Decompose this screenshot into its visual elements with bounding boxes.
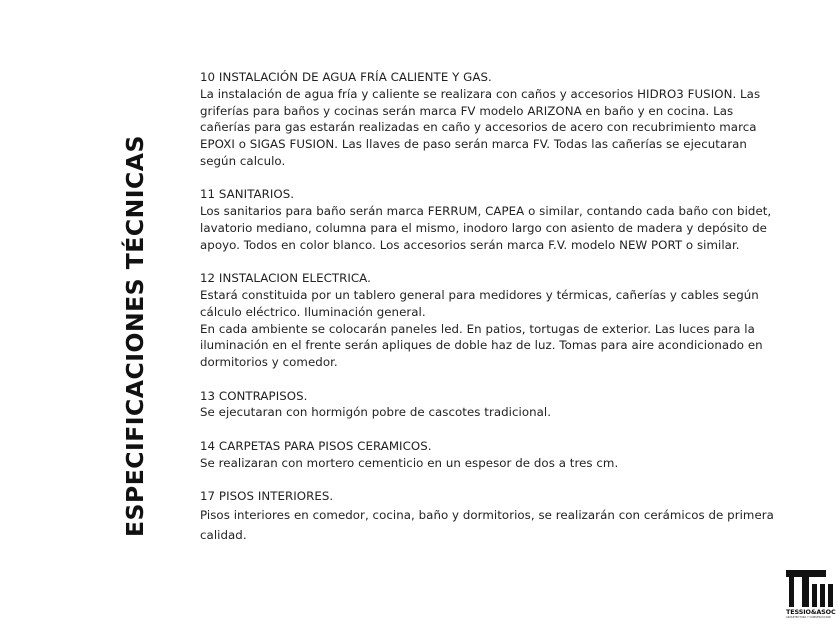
section-agua-gas [200,69,780,170]
section-paragraph: En cada ambiente se colocarán paneles led. En patios, tortugas de exterior. Las luces para la iluminación en el frente serán apliques de doble haz de luz. Tomas para aire acondicionado en dormitorios y comedor. [200,321,763,370]
company-logo [786,570,840,630]
section-paragraph: Pisos interiores en comedor, cocina, baño y dormitorios, se realizarán con cerámicos de primera calidad. [200,507,774,542]
section-paragraph: La instalación de agua fría y caliente se realizara con caños y accesorios HIDRO3 FUSION. Las griferías para baños y cocinas serán marca FV modelo ARIZONA en baño y en cocina. Las cañerías para gas estarán realizadas en caño y accesorios de acero con recubrimiento marca EPOXI o SIGAS FUSION. Las llaves de paso serán marca FV. Todas las cañerías se ejecutaran según calculo. [200,86,761,168]
section-heading: 14 CARPETAS PARA PISOS CERAMICOS. [200,438,432,453]
section-heading: 10 INSTALACIÓN DE AGUA FRÍA CALIENTE Y GAS. [200,70,492,84]
section-paragraph: Estará constituida por un tablero general para medidores y térmicas, cañerías y cables según cálculo eléctrico. Iluminación general. [200,287,759,319]
section-instalacion-electrica [200,270,780,371]
section-pisos-interiores [200,488,780,545]
logo-tagline: ARQUITECTURA Y CONSTRUCCION [786,616,831,619]
section-paragraph: Los sanitarios para baño serán marca FERRUM, CAPEA o similar, contando cada baño con bidet, lavatorio mediano, columna para el mismo, inodoro largo con asiento de madera y depósito de apoyo. Todos en color blanco. Los accesorios serán marca F.V. modelo NEW PORT o similar. [200,204,772,252]
section-paragraph: Se realizaran con mortero cementicio en un espesor de dos a tres cm. [200,455,619,470]
section-heading: 12 INSTALACION ELECTRICA. [200,271,371,286]
specifications-content [200,69,780,561]
section-contrapisos [200,388,780,422]
section-sanitarios [200,186,780,253]
page-title: ESPECIFICACIONES TÉCNICAS [121,135,149,537]
logo-name: TESSIO&ASOC [786,608,836,616]
section-paragraph: Se ejecutaran con hormigón pobre de cascotes tradicional. [200,405,552,420]
section-heading: 17 PISOS INTERIORES. [200,488,334,503]
building-columns-logo-icon [786,570,840,608]
section-heading: 11 SANITARIOS. [200,187,295,202]
section-heading: 13 CONTRAPISOS. [200,388,308,403]
section-carpetas [200,438,780,472]
